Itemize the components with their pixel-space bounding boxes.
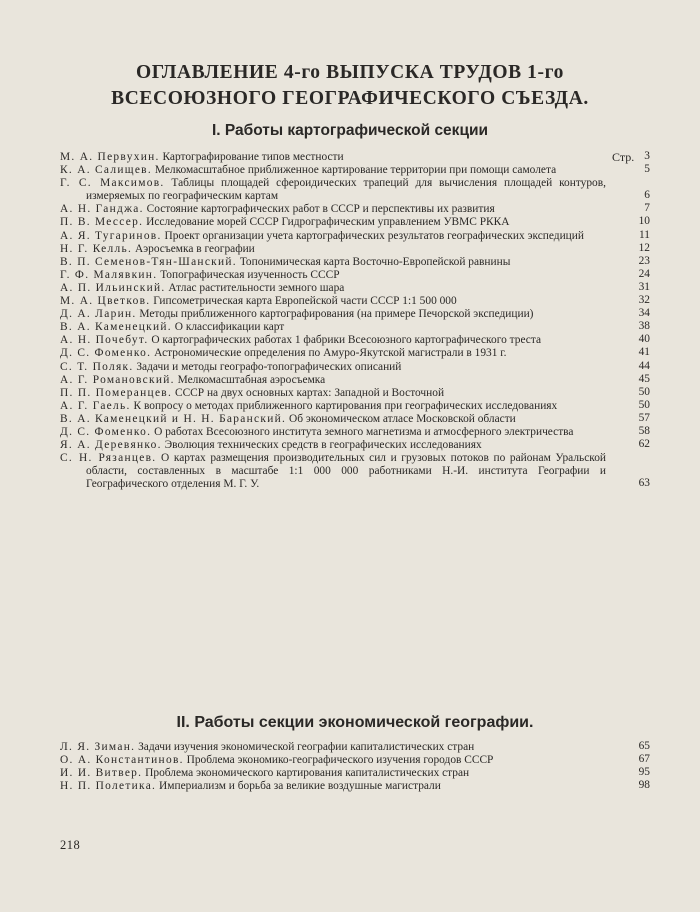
toc-entry-page: 67	[638, 753, 650, 766]
toc-entry-page: 38	[638, 320, 650, 333]
toc-entry-text	[60, 361, 650, 374]
toc-entry-title: СССР на двух основных картах: Западной и Восточной	[172, 386, 445, 399]
toc-entry-title: О картографических работах 1 фабрики Всесоюзного картографического треста	[148, 334, 542, 347]
toc-entry-text	[60, 177, 650, 203]
toc-entry	[60, 426, 650, 439]
toc-entry-title: Гипсометрическая карта Европейской части СССР 1:1 500 000	[150, 295, 457, 308]
toc-entry-author: А. Г. Романовский.	[60, 373, 175, 386]
toc-entry	[60, 780, 650, 793]
toc-section-economic-geography	[60, 741, 650, 793]
toc-entry-title: О работах Всесоюзного института земного магнетизма и атмосферного электричества	[151, 425, 574, 438]
toc-entry	[60, 203, 650, 216]
toc-entry-page: 24	[638, 267, 650, 280]
toc-entry-text	[60, 426, 650, 439]
toc-entry-text	[60, 387, 650, 400]
toc-entry-page: 12	[638, 241, 650, 254]
toc-entry-author: А. Г. Гаель.	[60, 399, 131, 412]
toc-entry-page: 57	[638, 411, 650, 424]
toc-entry-author: М. А. Первухин.	[60, 151, 160, 163]
toc-entry-author: М. А. Цветков.	[60, 295, 151, 308]
toc-entry-title: Империализм и борьба за великие воздушные магистрали	[156, 780, 441, 793]
toc-entry-page: 7	[644, 202, 650, 215]
toc-entry-author: В. А. Каменецкий.	[60, 321, 172, 334]
toc-entry-page: 6	[644, 189, 650, 202]
toc-entry	[60, 452, 650, 491]
toc-entry	[60, 177, 650, 203]
toc-entry-page: 98	[638, 779, 650, 792]
toc-entry-title: Таблицы площадей сфероидических трапеций для вычисления площадей контуров, измеряемых по географическим картам	[86, 177, 606, 203]
toc-entry	[60, 216, 650, 229]
toc-entry-page: 3	[644, 150, 650, 162]
toc-entry-author: С. Т. Поляк.	[60, 360, 134, 373]
toc-entry-text	[60, 400, 650, 413]
toc-entry-text	[60, 164, 650, 177]
toc-entry-title: О классификации карт	[171, 321, 285, 334]
toc-entry-title: Атлас растительности земного шара	[165, 281, 345, 294]
toc-entry	[60, 400, 650, 413]
toc-entry-author: Д. С. Фоменко.	[60, 425, 152, 438]
toc-entry-page: 32	[638, 294, 650, 307]
toc-entry-page: 23	[638, 254, 650, 267]
toc-entry-title: Задачи и методы географо-топографических описаний	[133, 360, 402, 373]
toc-entry-text	[60, 767, 650, 780]
section-heading-cartography: I. Работы картографической секции	[211, 122, 489, 139]
toc-entry-text	[60, 256, 650, 269]
toc-entry-title: Мелкомасштабная аэросъемка	[174, 373, 326, 386]
toc-entry-author: Л. Я. Зиман.	[60, 741, 136, 753]
toc-entry	[60, 256, 650, 269]
toc-entry-text	[60, 282, 650, 295]
toc-entry-title: Мелкомасштабное приближенное картирование территории при помощи самолета	[152, 164, 557, 177]
page-column-label: Стр.	[612, 150, 635, 164]
toc-entry	[60, 334, 650, 347]
toc-entry-author: А. Н. Ганджа.	[60, 203, 144, 216]
toc-entry-page: 44	[638, 359, 650, 372]
toc-entry-page: 31	[638, 280, 650, 293]
toc-entry-title: Проблема экономико-географического изучения городов СССР	[183, 754, 494, 767]
toc-entry-page: 45	[638, 372, 650, 385]
toc-entry-text	[60, 308, 650, 321]
toc-entry-author: И. И. Витвер.	[60, 767, 143, 780]
toc-entry-title: Проект организации учета картографических результатов географических экспедиций	[161, 229, 584, 242]
toc-entry-text	[60, 347, 650, 360]
toc-entry-page: 95	[638, 766, 650, 779]
toc-entry-text	[60, 321, 650, 334]
page-title: ОГЛАВЛЕНИЕ 4-го ВЫПУСКА ТРУДОВ 1-го ВСЕСОЮЗНОГО ГЕОГРАФИЧЕСКОГО СЪЕЗДА.	[111, 62, 589, 109]
toc-entry	[60, 754, 650, 767]
toc-entry	[60, 361, 650, 374]
toc-entry-page: 40	[638, 333, 650, 346]
toc-entry-title: Методы приближенного картографирования (на примере Печорской экспедиции)	[136, 308, 534, 321]
toc-entry-page: 62	[638, 438, 650, 451]
toc-entry	[60, 164, 650, 177]
toc-entry-title: Проблема экономического картирования капиталистических стран	[142, 767, 470, 780]
toc-entry-title: К вопросу о методах приближенного картирования при географических исследованиях	[130, 399, 558, 412]
toc-entry-text	[60, 295, 650, 308]
toc-entry-author: Г. Ф. Малявкин.	[60, 268, 158, 281]
toc-entry-title: О картах размещения производительных сил и грузовых потоков по районам Уральской области, составленных в масштабе 1:1 000 000 работниками Н.-И. института Географии и Географического отделения М. Г. У.	[86, 452, 606, 491]
toc-entry-title: Задачи изучения экономической географии капиталистических стран	[135, 741, 475, 753]
toc-entry-author: Г. С. Максимов.	[60, 177, 165, 190]
toc-entry-text	[60, 374, 650, 387]
toc-entry-page: 41	[638, 346, 650, 359]
toc-entry-author: Я. А. Деревянко.	[60, 439, 162, 452]
toc-entry	[60, 741, 650, 754]
toc-entry-author: О. А. Константинов.	[60, 754, 184, 767]
toc-entry-page: 34	[638, 307, 650, 320]
toc-entry	[60, 767, 650, 780]
toc-entry-text	[60, 754, 650, 767]
toc-entry-page: 65	[638, 740, 650, 752]
toc-entry	[60, 295, 650, 308]
toc-entry-text	[60, 741, 650, 754]
toc-entry-text	[60, 413, 650, 426]
toc-entry-page: 63	[638, 477, 650, 490]
toc-entry-author: В. П. Семенов-Тян-Шанский.	[60, 255, 237, 268]
toc-entry-author: Н. Г. Келль.	[60, 242, 133, 255]
toc-entry-author: А. П. Ильинский.	[60, 281, 166, 294]
toc-entry-text	[60, 334, 650, 347]
toc-entry-author: П. В. Мессер.	[60, 216, 144, 229]
toc-entry-author: П. П. Померанцев.	[60, 386, 173, 399]
section-heading-economic-geography: II. Работы секции экономической географии.	[176, 714, 534, 731]
toc-entry-page: 50	[638, 385, 650, 398]
toc-entry-title: Картографирование типов местности	[159, 151, 344, 163]
toc-section-cartography	[60, 151, 650, 491]
toc-entry-text	[60, 230, 650, 243]
toc-entry	[60, 230, 650, 243]
toc-entry-title: Эволюция технических средств в географических исследованиях	[161, 439, 482, 452]
toc-entry	[60, 151, 650, 164]
toc-entry-text	[60, 151, 650, 164]
toc-entry-text	[60, 243, 650, 256]
toc-entry-title: Аэросъемка в географии	[132, 242, 255, 255]
toc-entry-text	[60, 269, 650, 282]
toc-entry-title: Топонимическая карта Восточно-Европейской равнины	[236, 255, 511, 268]
toc-entry-author: Д. А. Ларин.	[60, 308, 137, 321]
toc-entry	[60, 308, 650, 321]
toc-entry-text	[60, 780, 650, 793]
toc-entry-text	[60, 216, 650, 229]
toc-entry-title: Исследование морей СССР Гидрографическим управлением УВМС РККА	[143, 216, 510, 229]
toc-entry	[60, 269, 650, 282]
toc-entry-page: 11	[639, 228, 650, 241]
toc-entry-page: 50	[638, 398, 650, 411]
toc-entry	[60, 321, 650, 334]
toc-entry-title: Состояние картографических работ в СССР и перспективы их развития	[143, 203, 495, 216]
toc-entry	[60, 374, 650, 387]
toc-entry-page: 58	[638, 424, 650, 437]
toc-entry	[60, 413, 650, 426]
toc-entry-author: А. Я. Тугаринов.	[60, 229, 162, 242]
toc-entry-author: Н. П. Полетика.	[60, 780, 157, 793]
toc-entry-page: 5	[644, 163, 650, 176]
toc-entry	[60, 282, 650, 295]
toc-entry-text	[60, 203, 650, 216]
toc-entry-author: К. А. Салищев.	[60, 164, 152, 177]
page-number: 218	[60, 838, 81, 852]
toc-entry	[60, 243, 650, 256]
toc-entry-author: В. А. Каменецкий и Н. Н. Баранский.	[60, 412, 287, 425]
toc-entry-author: Д. С. Фоменко.	[60, 347, 152, 360]
toc-entry-title: Топографическая изученность СССР	[157, 268, 340, 281]
toc-entry-title: Астрономические определения по Амуро-Якутской магистрали в 1931 г.	[151, 347, 507, 360]
toc-entry-text	[60, 452, 650, 491]
toc-entry	[60, 347, 650, 360]
toc-entry	[60, 387, 650, 400]
toc-entry-author: С. Н. Рязанцев.	[60, 452, 157, 465]
toc-entry-text	[60, 439, 650, 452]
toc-entry-title: Об экономическом атласе Московской области	[286, 412, 516, 425]
toc-entry	[60, 439, 650, 452]
toc-entry-page: 10	[638, 215, 650, 228]
toc-entry-author: А. Н. Почебут.	[60, 334, 149, 347]
